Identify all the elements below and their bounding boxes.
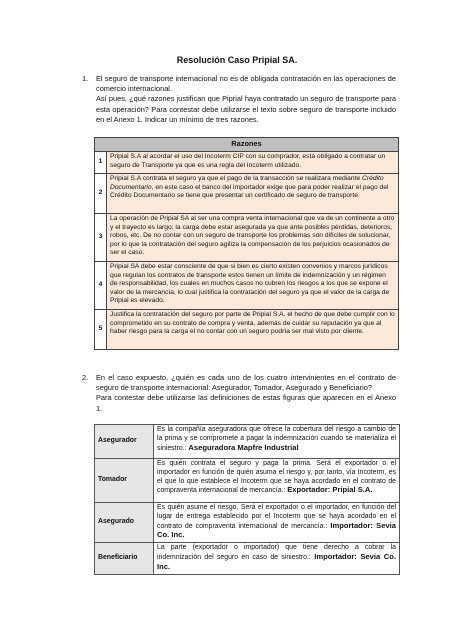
role-name: Asegurado: [95, 503, 154, 543]
row-number: 3: [95, 214, 107, 262]
role-answer: Aseguradora Mapfre Industrial: [188, 442, 299, 452]
table-row: [95, 459, 400, 503]
role-definition: [154, 503, 400, 543]
reason-text-part: , en este caso el banco del importador exige que para poder realizar el pago del Crédito Documentario se tiene que presentar un certificado de seguro de transporte.: [110, 183, 389, 200]
document-title: Resolución Caso Pripial SA.: [176, 55, 298, 65]
question-1-intro: El seguro de transporte internacional no es de obligada contratación en las operaciones de comercio internacional.: [96, 74, 396, 94]
question-2-prompt: En el caso expuesto, ¿quién es cada uno de los cuatro intervinientes en el contrato de seguro de transporte internacional: Asegurador, Tomador, Asegurado y Beneficiario?: [96, 373, 396, 393]
reason-text: Pripial S.A al acordar el uso del Incoterm CIP con su comprador, está obligado a contratar un seguro de Transporte ya que es una regla del Incoterm utilizado.: [107, 152, 399, 174]
question-1: [82, 74, 396, 125]
reasons-table: [94, 137, 399, 350]
row-number: 1: [95, 152, 107, 174]
role-name: Beneficiario: [95, 543, 154, 574]
reason-text: [107, 174, 399, 214]
role-name: Tomador: [95, 459, 154, 503]
role-name: Asegurador: [95, 425, 154, 459]
row-number: 4: [95, 262, 107, 310]
table-row: [95, 543, 400, 574]
reason-text-emphasis: Crédito Documentario: [110, 175, 384, 191]
role-definition: [154, 459, 400, 503]
role-answer: Importador: Sevia Co. Inc.: [157, 520, 397, 540]
reasons-table-header: Razones: [95, 138, 399, 152]
reason-text-part: Pripial S.A contrata el seguro ya que el pago de la transacción se realizara mediante: [110, 175, 363, 182]
table-row: [95, 152, 399, 174]
reason-text: Justifica la contratación del seguro por parte de Pripial S.A. el hecho de que debe cumplir con lo comprometido en su contrato de compra y venta, además de cuidar su reputación ya que al haber riesgo para la carga el no contar con un seguro podría ser mal visto por cliente.: [107, 310, 399, 350]
question-1-number: 1.: [82, 74, 89, 83]
table-row: [95, 503, 400, 543]
roles-table: [94, 424, 400, 575]
role-definition-text: La parte (exportador o importador) que tiene derecho a cobrar la indemnización del seguro en caso de siniestro.:: [157, 544, 396, 561]
role-definition-text: Es la compañía aseguradora que ofrece la cobertura del riesgo a cambio de la prima y se compromete a pagar la indemnización cuando se materializa el siniestro.:: [157, 426, 396, 452]
role-definition-text: Es quién asume el riesgo. Será el exportador o el importador, en función del lugar de entrega establecido por el Incoterm que se haya acordado en el contrato de compraventa internacional de mercancía.:: [157, 504, 396, 530]
table-row: [95, 174, 399, 214]
role-definition: [154, 543, 400, 574]
row-number: 5: [95, 310, 107, 350]
reason-text: La operación de Pripial SA al ser una compra venta internacional que va de un continente a otro y el trayecto es largo; la carga debe estar asegurada ya que ante posibles pérdidas, deterioros, robos, etc. De no contar con un seguro de transporte los problemas son difíciles de solucionar, por lo que la contratación del seguro agiliza la compensación de los perjuicios ocasionados de ser el caso.: [107, 214, 399, 262]
role-answer: Exportador: Pripial S.A.: [287, 485, 373, 495]
question-2-number: 2.: [82, 373, 89, 382]
role-definition: [154, 425, 400, 459]
table-row: [95, 214, 399, 262]
table-row: [95, 425, 400, 459]
role-answer: Importador: Sevia Co. Inc.: [157, 551, 396, 571]
table-row: [95, 310, 399, 350]
question-2: [82, 373, 396, 414]
role-definition-text: Es quién contrata el seguro y paga la prima. Será el exportador o el importador en función de quién asuma el riesgo y, por tanto, vía Incoterm, es el que lo que establece el Incoterm que se haya acordado en el contrato de compraventa internacional de mercancía.:: [157, 460, 396, 495]
table-row: [95, 262, 399, 310]
question-2-instruction: Para contestar debe utilizarse las definiciones de estas figuras que aparecen en el Anexo 1.: [96, 393, 396, 413]
row-number: 2: [95, 174, 107, 214]
question-1-prompt: Así pues, ¿qué razones justifican que Piprial haya contratado un seguro de transporte para esta operación? Para contestar debe utilizarse el texto sobre seguro de transporte incluido en el Anexo 1. Indicar un mínimo de tres razones.: [96, 94, 396, 124]
reason-text: Pripial SA debe estar consciente de que si bien es cierto existen convenios y marcos jurídicos que regulan los contratos de transporte estos tienen un límite de indemnización y un régimen de responsabilidad, los cuales en muchos casos no cubren los riesgos a los que se expone el valor de la mercancía, lo cual justifica la contratación del seguro ya que el valor de la carga de Pripial es elevado.: [107, 262, 399, 310]
